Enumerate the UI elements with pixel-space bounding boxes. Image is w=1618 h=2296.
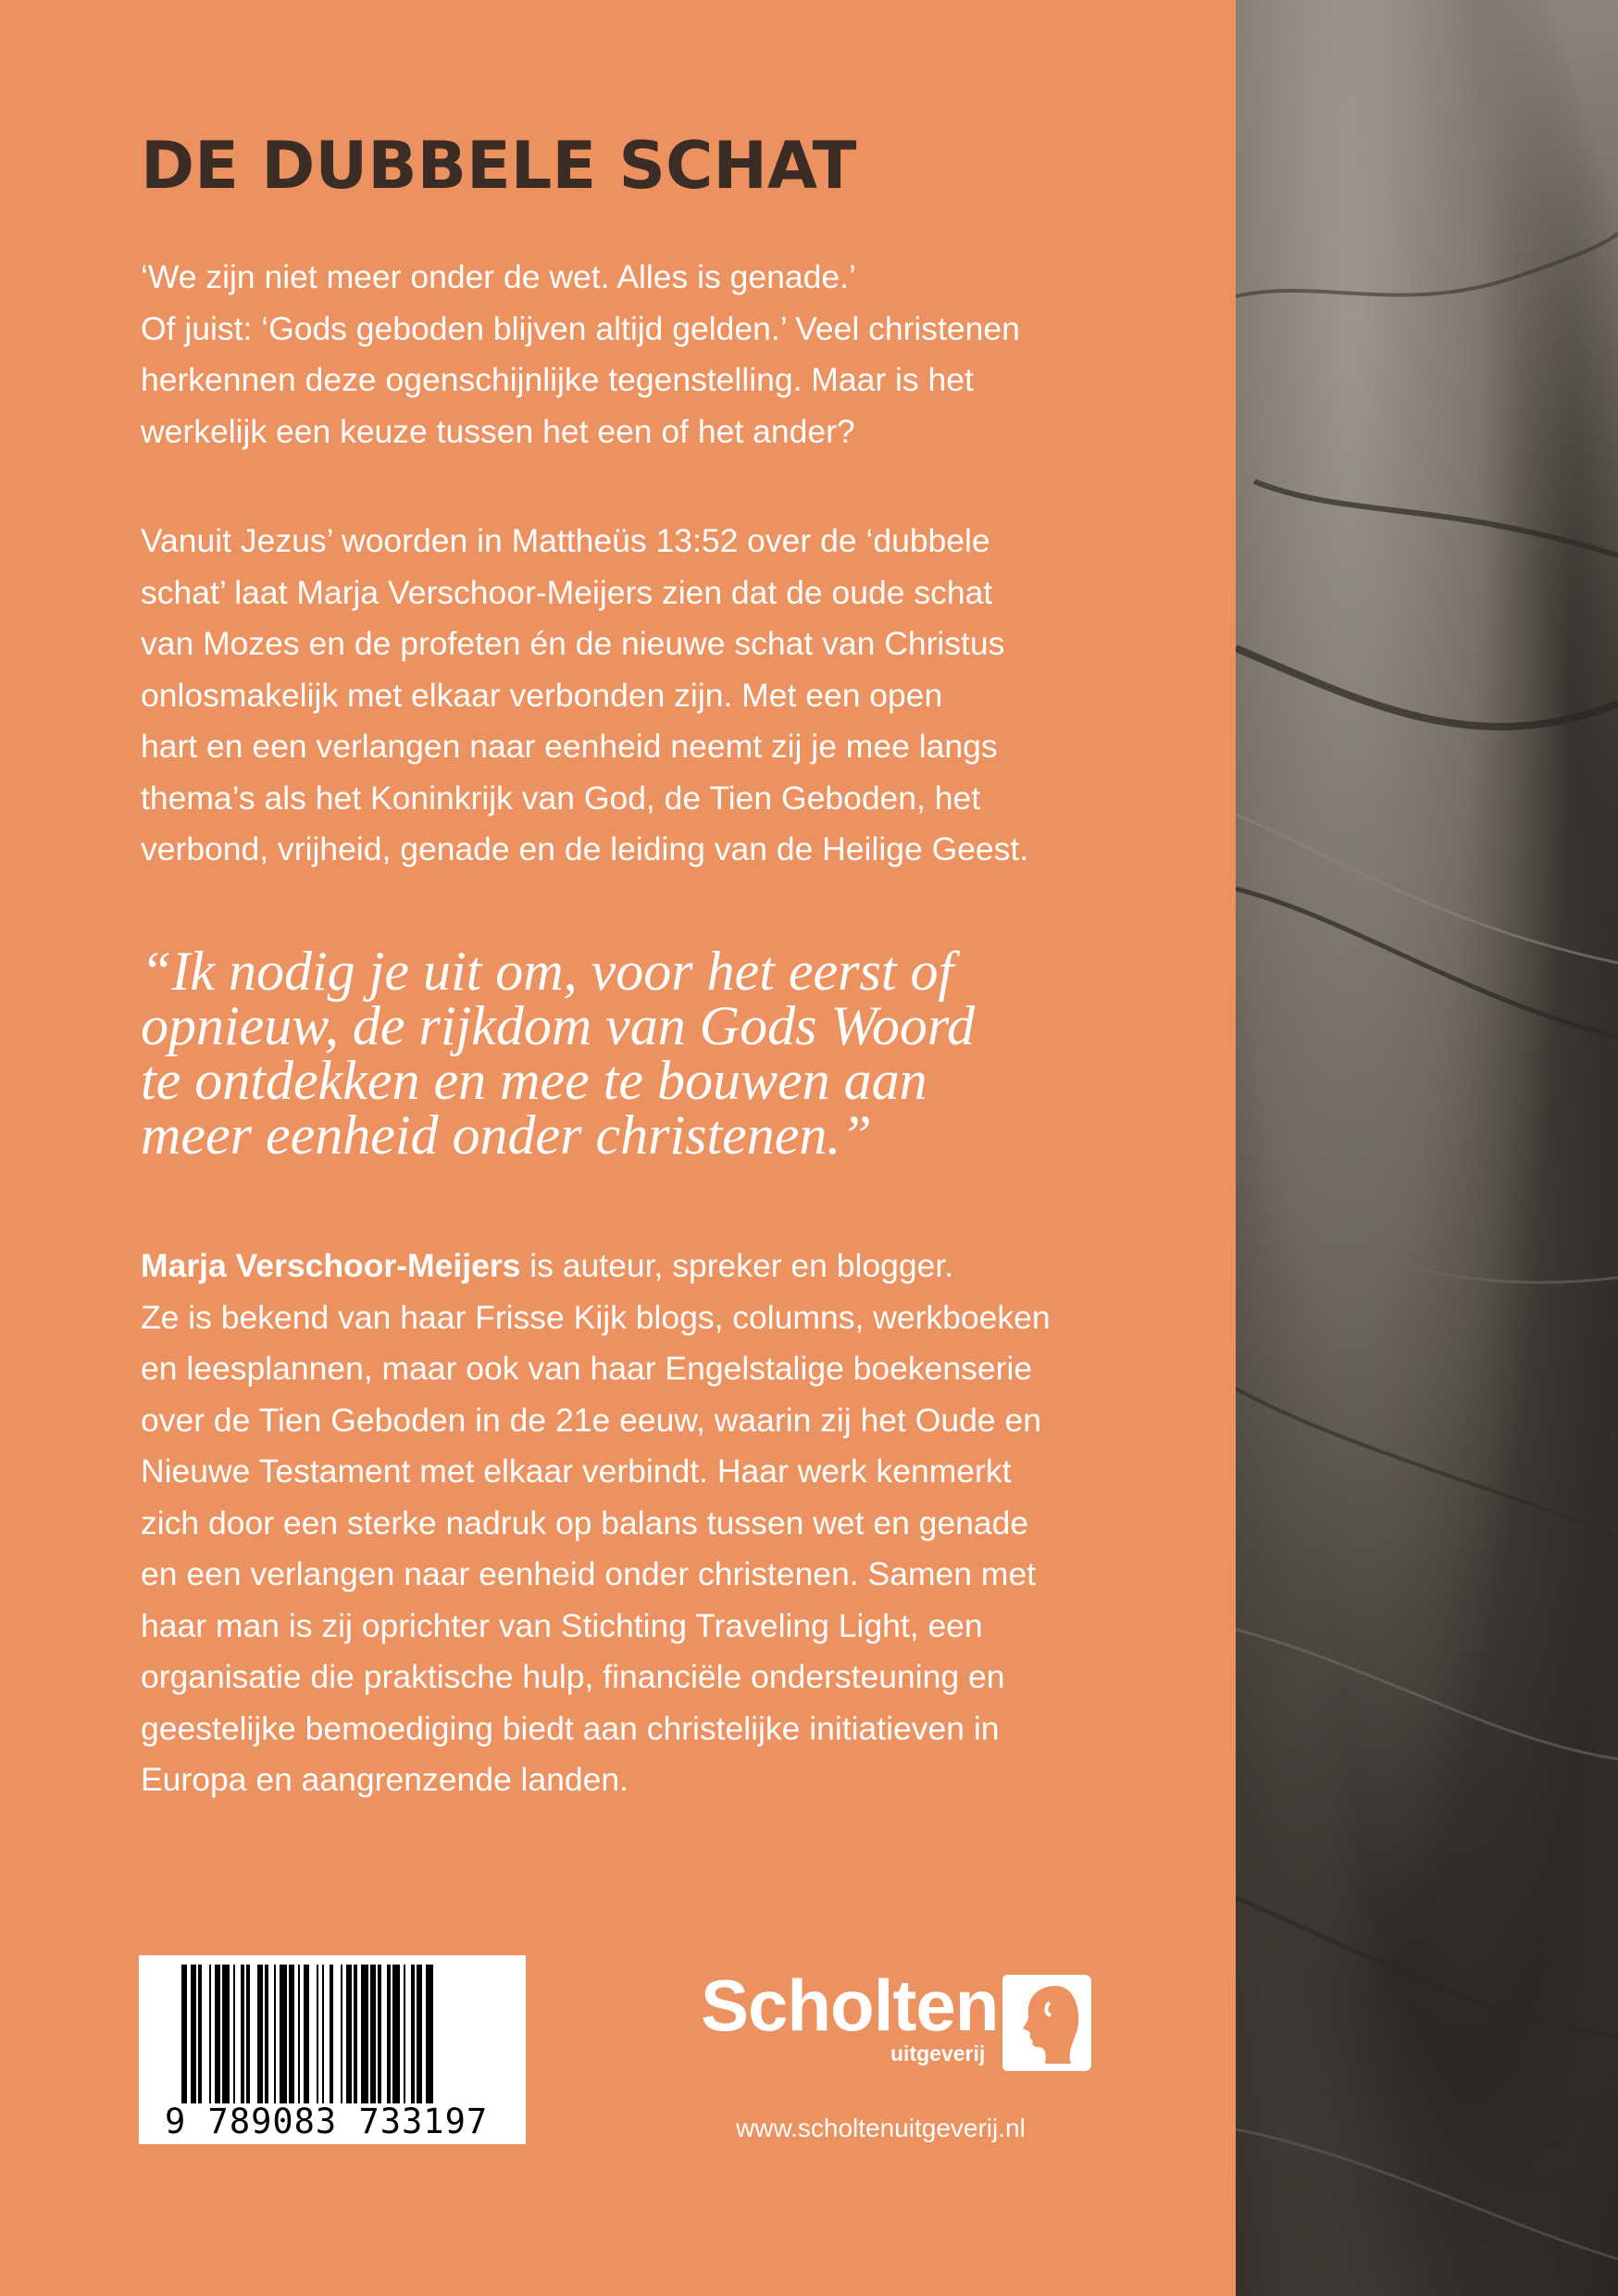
bio-line: haar man is zij oprichter van Stichting Traveling Light, een [141, 1606, 983, 1644]
bio-line: en leesplannen, maar ook van haar Engelstalige boekenserie [141, 1350, 1033, 1387]
publisher-subtitle: uitgeverij [890, 2041, 986, 2065]
summary-line: onlosmakelijk met elkaar verbonden zijn. Met een open [141, 676, 943, 714]
publisher-website: www.scholtenuitgeverij.nl [736, 2114, 1026, 2142]
author-quote [141, 941, 1159, 1166]
summary-line: van Mozes en de profeten én de nieuwe schat van Christus [141, 625, 1005, 662]
intro-line: Of juist: ‘Gods geboden blijven altijd gelden.’ Veel christenen [141, 309, 1020, 347]
intro-line: ‘We zijn niet meer onder de wet. Alles is genade.’ [141, 258, 856, 295]
intro-paragraph [141, 252, 1177, 457]
summary-line: verbond, vrijheid, genade en de leiding van de Heilige Geest. [141, 830, 1029, 867]
bio-line: geestelijke bemoediging biedt aan christelijke initiatieven in [141, 1709, 1000, 1747]
quote-line: “Ik nodig je uit om, voor het eerst of [141, 941, 954, 1002]
intro-line: herkennen deze ogenschijnlijke tegenstelling. Maar is het [141, 361, 974, 398]
summary-line: hart en een verlangen naar eenheid neemt zij je mee langs [141, 728, 998, 765]
bio-line: Nieuwe Testament met elkaar verbindt. Haar werk kenmerkt [141, 1453, 1012, 1490]
quote-line: meer eenheid onder christenen.” [141, 1104, 872, 1166]
bio-line: Ze is bekend van haar Frisse Kijk blogs, columns, werkboeken [141, 1298, 1051, 1336]
author-bio [141, 1241, 1177, 1806]
isbn-barcode [139, 1955, 526, 2144]
summary-paragraph [141, 516, 1177, 876]
author-name: Marja Verschoor-Meijers [141, 1247, 521, 1284]
isbn-digits: 9 789083 733197 [165, 2102, 489, 2141]
bio-first-line [141, 1241, 1177, 1292]
rock-photo [1236, 0, 1618, 2296]
summary-line: thema’s als het Koninkrijk van God, de Tien Geboden, het [141, 779, 981, 817]
book-title: DE DUBBELE SCHAT [141, 128, 857, 204]
bio-line: zich door een sterke nadruk op balans tussen wet en genade [141, 1504, 1029, 1541]
intro-line: werkelijk een keuze tussen het een of het ander? [141, 412, 855, 450]
bio-line: en een verlangen naar eenheid onder christenen. Samen met [141, 1555, 1037, 1592]
bio-line: over de Tien Geboden in de 21e eeuw, waarin zij het Oude en [141, 1401, 1041, 1439]
rock-texture-lines [1236, 0, 1618, 2296]
bio-first-line-rest: is auteur, spreker en blogger. [520, 1247, 954, 1284]
bio-line: organisatie die praktische hulp, financiële ondersteuning en [141, 1658, 1005, 1695]
summary-line: Vanuit Jezus’ woorden in Mattheüs 13:52 over de ‘dubbele [141, 522, 990, 559]
publisher-name: Scholten [701, 1965, 999, 2046]
quote-line: opnieuw, de rijkdom van Gods Woord [141, 995, 976, 1056]
bio-line: Europa en aangrenzende landen. [141, 1761, 629, 1798]
quote-line: te ontdekken en mee te bouwen aan [141, 1050, 927, 1111]
profile-head-icon [999, 1975, 1093, 2071]
publisher-logo [701, 1965, 1099, 2071]
summary-line: schat’ laat Marja Verschoor-Meijers zien dat de oude schat [141, 573, 993, 611]
